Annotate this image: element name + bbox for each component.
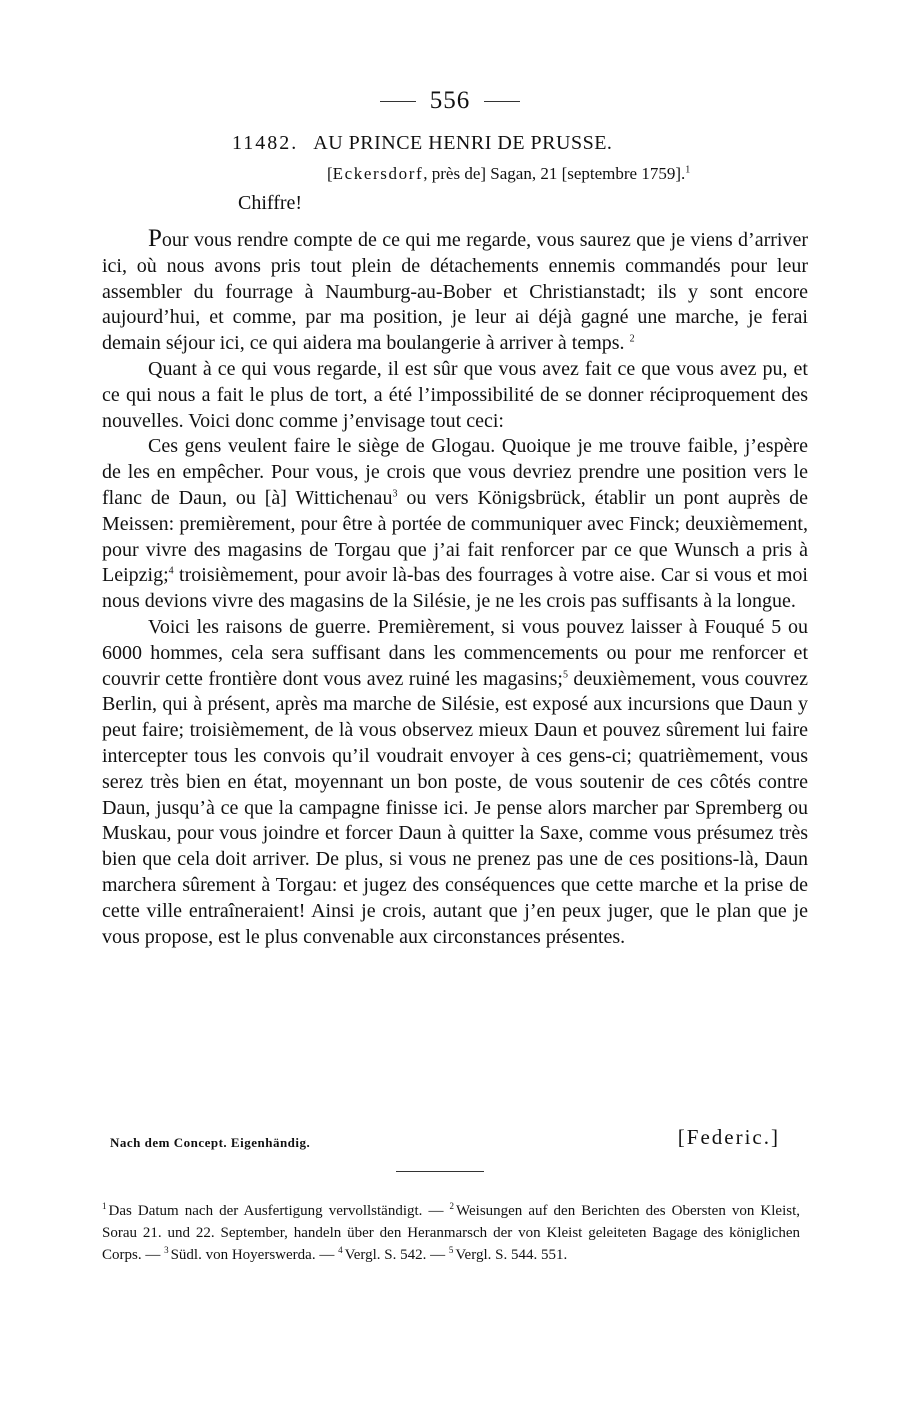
letter-number: 11482. (232, 132, 299, 154)
footnote-number: 5 (448, 1245, 454, 1255)
footnote-text: Vergl. S. 544. 551. (455, 1247, 568, 1263)
footnote-marker: 4 (168, 565, 174, 577)
footnote-text: Vergl. S. 542. — (344, 1247, 449, 1263)
signature: [Federic.] (677, 1125, 780, 1149)
header-rule-right (484, 101, 520, 102)
footnote-marker: 3 (392, 488, 398, 500)
dateline-footnote-marker: 1 (685, 164, 691, 176)
footnote-number: 4 (338, 1245, 343, 1255)
letter-body (102, 226, 808, 950)
footnote-divider (396, 1171, 484, 1172)
dateline-rest: , près de] Sagan, 21 [septembre 1759]. (423, 164, 686, 183)
paragraph-text: Ces gens veulent faire le siège de Glogau. Quoique je me trouve faible, j’espère de les en empêcher. Pour vous, je crois que vous devriez prendre une position vers le flanc de Daun, ou [à] Wittichenau (102, 435, 808, 509)
footnote-text: Südl. von Hoyerswerda. — (170, 1247, 339, 1263)
source-note: Nach dem Concept. Eigenhändig. (110, 1135, 311, 1150)
footnotes (102, 1200, 800, 1266)
paragraph-text: Quant à ce qui vous regarde, il est sûr que vous avez fait ce que vous avez pu, et ce qui nous a fait le plus de tort, a été l’impossibilité de se donner réciproquement des nouvelles. Voici donc comme j’envisage tout ceci: (102, 357, 808, 432)
dateline-open-bracket: [ (327, 164, 333, 183)
paragraph-text: Voici les raisons de guerre. Premièrement, si vous pouvez laisser à Fouqué 5 ou 6000 hommes, cela sera suffisant dans les commencements ou pour me renforcer et couvrir cette frontière dont vous avez ruiné les magasins; (102, 615, 808, 690)
footnote-number: 3 (164, 1245, 169, 1255)
footnote-marker: 5 (562, 668, 568, 680)
closing-row (110, 1125, 780, 1155)
dateline (327, 164, 690, 184)
paragraph-text: our vous rendre compte de ce qui me regarde, vous saurez que je viens d’arriver ici, où nous avons pris tout plein de détachements ennemis commandés pour leur assembler du fourrage à Naumburg-au-Bober et Christianstadt; ils y sont encore aujourd’hui, et comme, par ma position, je leur ai déjà gagné une marche, je ferai demain séjour ici, ce qui aidera ma boulangerie à arriver à temps. (102, 229, 808, 355)
footnote-number: 2 (449, 1201, 455, 1211)
page-number: 556 (429, 87, 471, 114)
dateline-place: Eckersdorf (332, 164, 424, 183)
letter-title: AU PRINCE HENRI DE PRUSSE. (313, 132, 613, 154)
paragraph-text: ou vers Königsbrück, établir un pont auprès de Meissen: premièrement, pour être à portée de communiquer avec Finck; deuxièmement, pour vivre des magasins de Torgau que j’ai fait renforcer par ce que Wunsch a pris à Leipzig; (102, 486, 809, 587)
body-paragraph (102, 357, 808, 434)
body-paragraph (102, 226, 808, 357)
footnote-text: Das Datum nach der Ausfertigung vervollständigt. — (108, 1203, 450, 1219)
body-paragraph (102, 434, 808, 615)
footnote-text: Weisungen auf den Berichten des Obersten von Kleist, Sorau 21. und 22. September, handeln über den Heranmarsch der von Kleist geleiteten Bagage des königlichen Corps. — (102, 1203, 800, 1263)
letter-heading (232, 132, 612, 155)
header-rule-left (380, 101, 416, 102)
page-header (0, 86, 900, 116)
footnote-marker: 2 (629, 333, 635, 345)
drop-cap: P (148, 225, 162, 252)
paragraph-text: troisièmement, pour avoir là-bas des fourrages à votre aise. Car si vous et moi nous devions vivre des magasins de la Silésie, je ne les crois pas suffisants à la longue. (102, 564, 808, 613)
paragraph-text: deuxièmement, vous couvrez Berlin, qui à présent, après ma marche de Silésie, est exposé aux incursions que Daun y peut faire; troisièmement, de là vous observez mieux Daun et pouvez sûrement lui faire intercepter tous les convois qu’il voudrait envoyer à ces gens-ci; quatrièmement, vous serez très bien en état, moyennant un bon poste, de vous soutenir de ces côtés contre Daun, jusqu’à ce que la campagne finisse ici. Je pense alors marcher par Spremberg ou Muskau, pour vous joindre et forcer Daun à quitter la Saxe, comme vous présumez très bien que cela doit arriver. De plus, si vous ne prenez pas une de ces positions-là, Daun marchera sûrement à Torgau: et jugez des conséquences que cette marche et la prise de cette ville entraîneraient! Ainsi je crois, autant que j’en peux juger, que le plan que je vous propose, est le plus convenable aux circonstances présentes. (102, 667, 808, 948)
salutation: Chiffre! (238, 192, 303, 214)
body-paragraph (102, 615, 808, 950)
footnote-number: 1 (102, 1201, 107, 1211)
